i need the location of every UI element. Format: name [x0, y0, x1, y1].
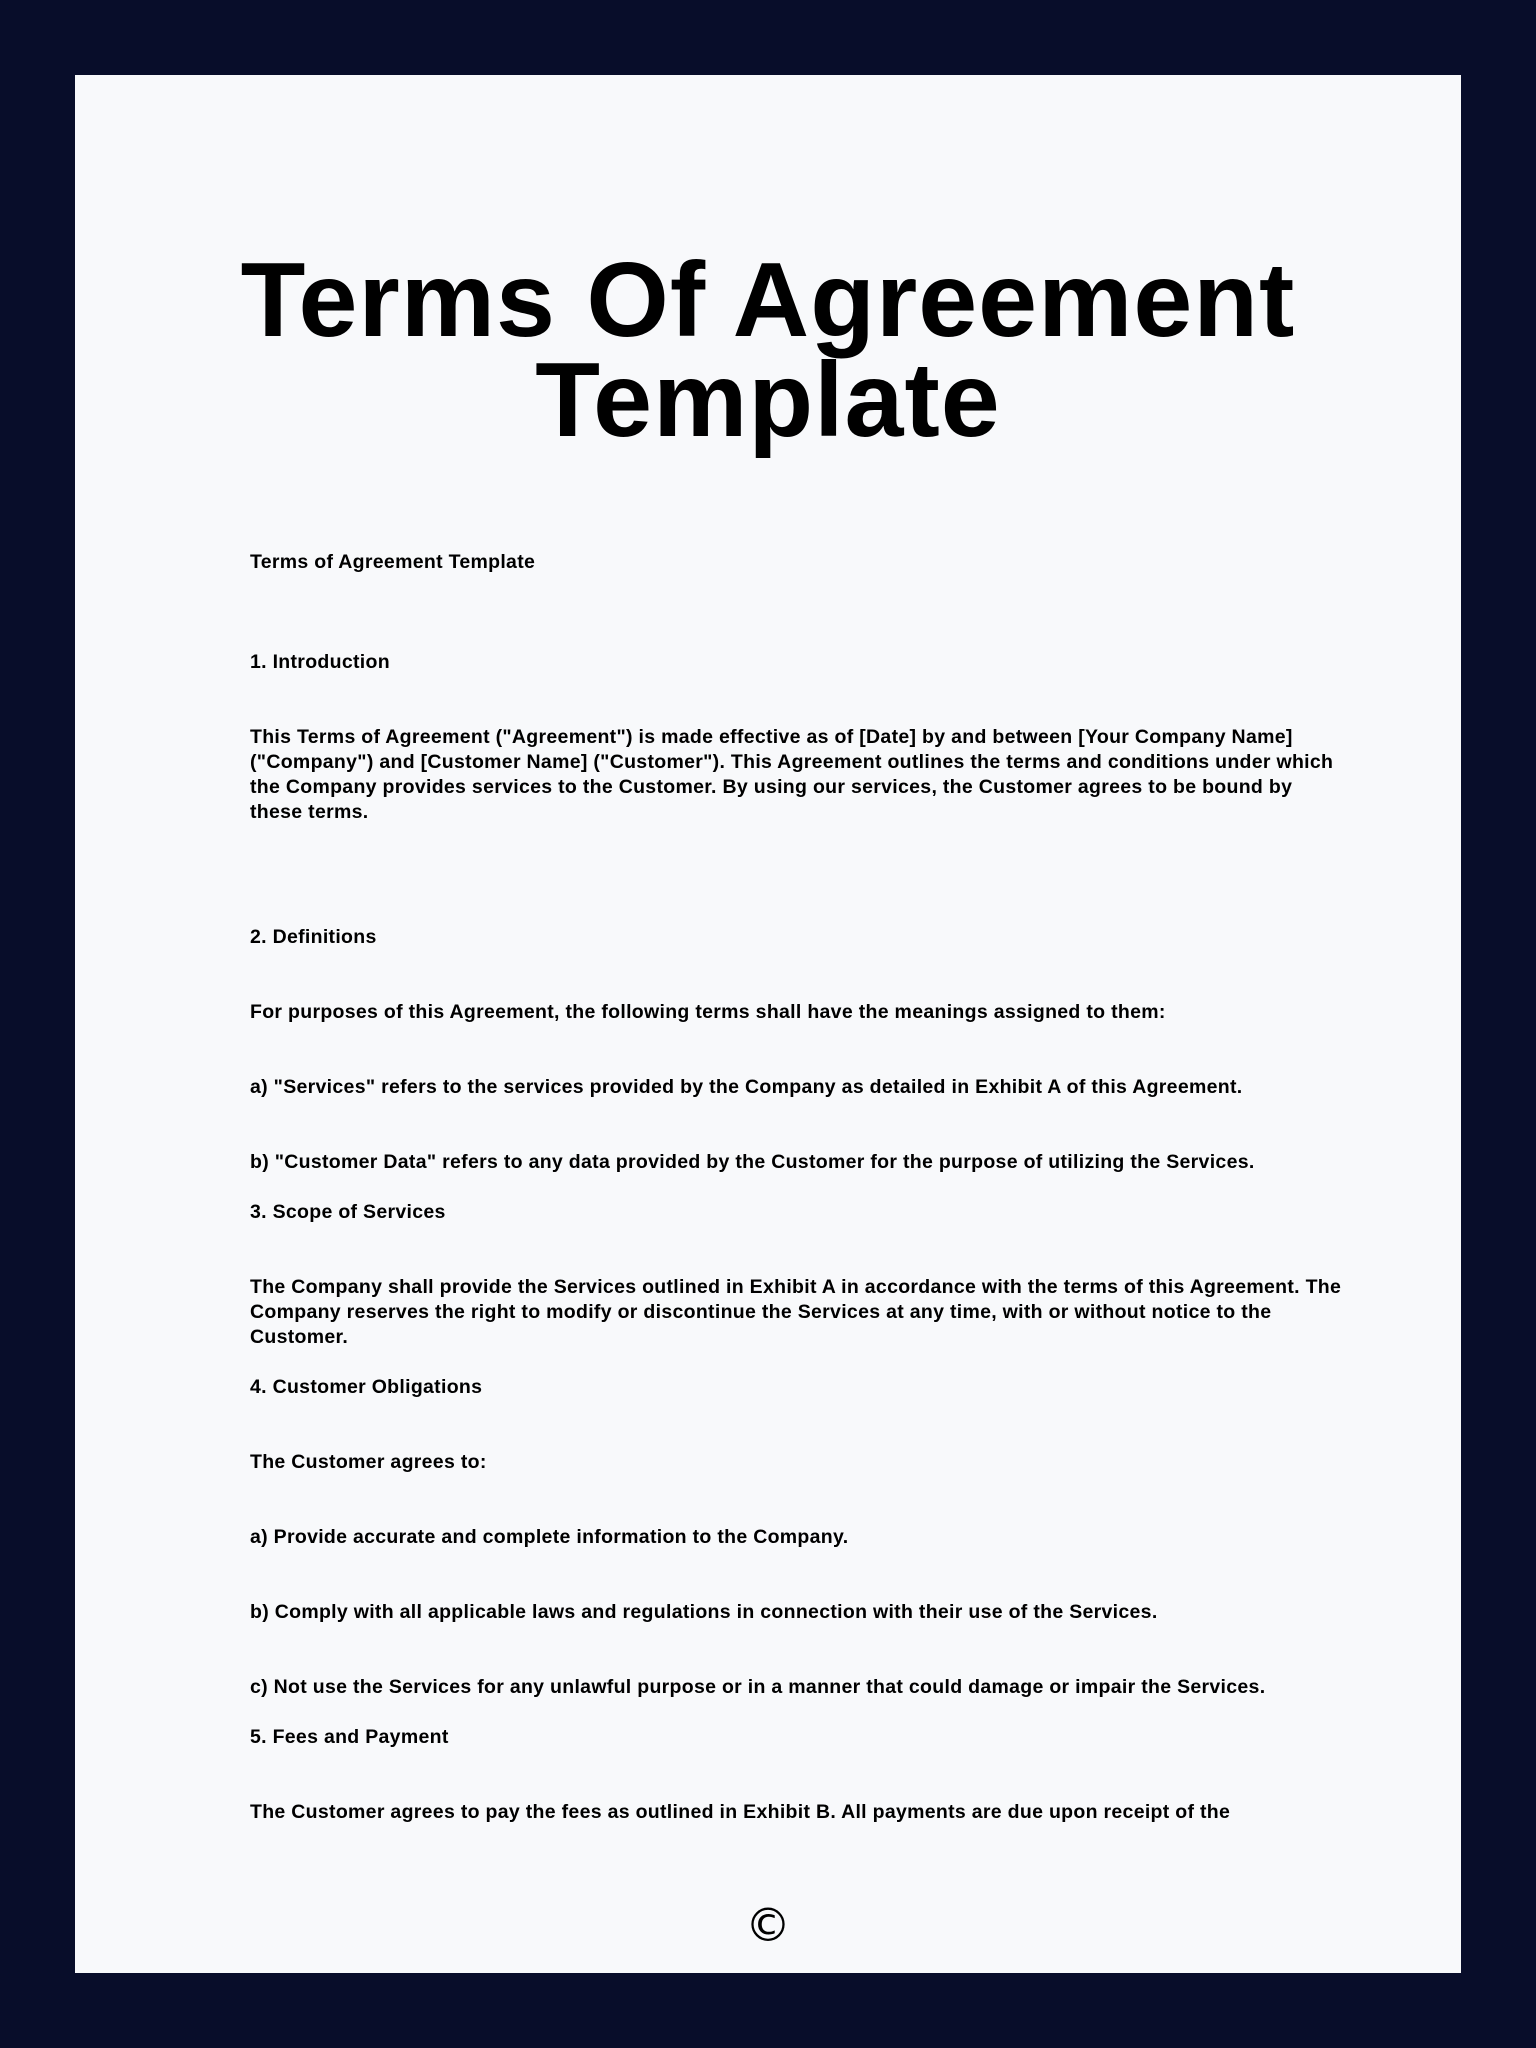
section-body-scope: The Company shall provide the Services outlined in Exhibit A in accordance with the terms of this Agreement. The Company reserves the right to modify or discontinue the Services at any time, with or without notice to the Customer.: [250, 1276, 1342, 1348]
section-heading-definitions: 2. Definitions: [250, 926, 377, 948]
copyright-icon: ©: [745, 1898, 791, 1952]
section-body-fees: The Customer agrees to pay the fees as outlined in Exhibit B. All payments are due upon receipt of the: [250, 1801, 1231, 1823]
document-page: [75, 75, 1461, 1973]
section-heading-obligations: 4. Customer Obligations: [250, 1376, 483, 1398]
document-title: Terms Of Agreement Template: [240, 241, 1296, 459]
definition-item-services: a) "Services" refers to the services provided by the Company as detailed in Exhibit A of this Agreement.: [250, 1076, 1243, 1098]
definition-item-customer-data: b) "Customer Data" refers to any data provided by the Customer for the purpose of utilizing the Services.: [250, 1151, 1255, 1173]
section-body-introduction: This Terms of Agreement ("Agreement") is made effective as of [Date] by and between [Your Company Name] ("Company") and [Customer Name] ("Customer"). This Agreement outlines the terms and conditions under which the Company provides services to the Customer. By using our services, the Customer agrees to be bound by these terms.: [250, 726, 1334, 823]
document-subtitle: Terms of Agreement Template: [250, 551, 536, 573]
section-heading-introduction: 1. Introduction: [250, 651, 390, 673]
obligation-item-accurate-info: a) Provide accurate and complete information to the Company.: [250, 1526, 849, 1548]
section-lead-obligations: The Customer agrees to:: [250, 1451, 487, 1473]
section-heading-scope: 3. Scope of Services: [250, 1201, 446, 1223]
section-heading-fees: 5. Fees and Payment: [250, 1726, 449, 1748]
section-lead-definitions: For purposes of this Agreement, the following terms shall have the meanings assigned to them:: [250, 1001, 1166, 1023]
obligation-item-comply-laws: b) Comply with all applicable laws and regulations in connection with their use of the Services.: [250, 1601, 1158, 1623]
obligation-item-no-unlawful-use: c) Not use the Services for any unlawful purpose or in a manner that could damage or impair the Services.: [250, 1676, 1266, 1698]
